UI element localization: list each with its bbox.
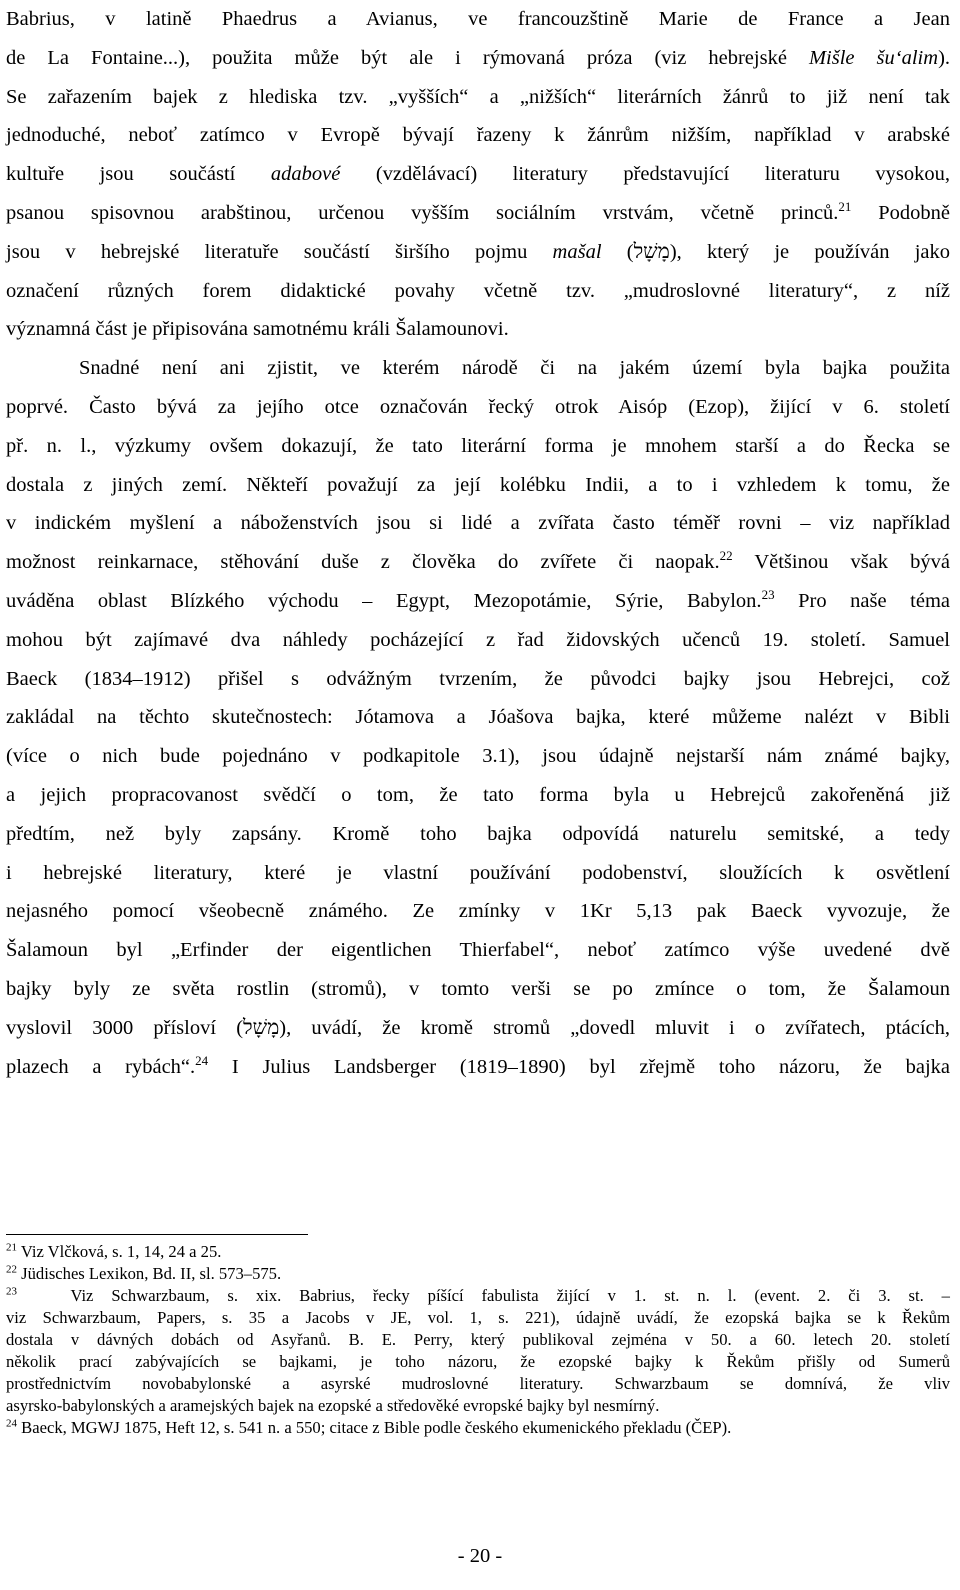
text-line: a jejich propracovanost svědčí o tom, že tato forma byla u Hebrejců zakořeněná již	[6, 783, 950, 806]
text-line: (více o nich bude pojednáno v podkapitole 3.1), jsou údajně nejstarší nám známé bajky,	[6, 745, 950, 768]
footnote-continuation: viz Schwarzbaum, Papers, s. 35 a Jacobs v JE, vol. 1, s. 221), údajně uvádí, že ezopská bajka se k Řekům	[6, 1308, 950, 1327]
text-line: v indickém myšlení a náboženstvích jsou si lidé a zvířata často téměř rovni – viz například	[6, 512, 950, 535]
footnote-text: Viz Vlčková, s. 1, 14, 24 a 25.	[20, 1242, 222, 1261]
text-line: mohou být zajímavé dva náhledy pocházející z řad židovských učenců 19. století. Samuel	[6, 628, 950, 651]
footnote-number: 21	[6, 1241, 17, 1254]
body-text	[6, 0, 950, 1086]
text-line: Šalamoun byl „Erfinder der eigentlichen Thierfabel“, neboť zatímco výše uvedené dvě	[6, 939, 950, 962]
footnote-ref: 21	[838, 199, 852, 215]
footnote	[6, 1417, 950, 1439]
text-line: Babrius, v latině Phaedrus a Avianus, ve francouzštině Marie de France a Jean	[6, 8, 950, 30]
text-line: zakládal na těchto skutečnostech: Jótamova a Jóašova bajka, které můžeme nalézt v Bibli	[6, 706, 950, 729]
text-line: jsou v hebrejské literatuře součástí širšího pojmu mašal (מָשָׁל), který je používán jako	[6, 240, 950, 263]
text-line: Baeck (1834–1912) přišel s odvážným tvrzením, že původci bajky jsou Hebrejci, což	[6, 667, 950, 690]
text-line: Snadné není ani zjistit, ve kterém národě či na jakém území byla bajka použita	[79, 357, 950, 380]
text-line: bajky byly ze světa rostlin (stromů), v tomto verši se po zmínce o tom, že Šalamoun	[6, 977, 950, 1000]
page-number: - 20 -	[457, 1545, 503, 1567]
text-line: vyslovil 3000 přísloví (מָשָׁל), uvádí, že kromě stromů „dovedl mluvit i o zvířatech, ptácích,	[6, 1016, 950, 1039]
footnote-text: Jüdisches Lexikon, Bd. II, sl. 573–575.	[21, 1264, 282, 1283]
footnote	[6, 1263, 950, 1285]
footnote	[6, 1285, 950, 1307]
footnote-number: 22	[6, 1263, 17, 1276]
footnote-ref: 24	[195, 1052, 209, 1068]
footnote-ref: 23	[761, 587, 775, 603]
footnote	[6, 1241, 950, 1263]
text-line: kultuře jsou součástí adabové (vzdělávací) literatury představující literaturu vysokou,	[6, 163, 950, 186]
footnote-continuation: několik prací zabývajících se bajkami, je toho názoru, že ezopské bajky k Řekům přišly od Sumerů	[6, 1352, 950, 1371]
text-line: př. n. l., výzkumy ovšem dokazují, že tato literární forma je mnohem starší a do Řecka se	[6, 434, 950, 457]
footnote-continuation: dostala v dávných dobách od Asyřanů. B. E. Perry, který publikoval zejména v 50. a 60. letech 20. století	[6, 1330, 950, 1349]
text-line: psanou spisovnou arabštinou, určenou vyšším sociálním vrstvám, včetně princů.$^{21}$ Podobně	[6, 199, 951, 224]
footnote-separator	[6, 1234, 308, 1235]
text-line: de La Fontaine...), použita může být ale i rýmovaná próza (viz hebrejské Mišle šu‘alim).	[6, 46, 951, 69]
text-line: i hebrejské literatury, které je vlastní používání podobenství, sloužících k osvětlení	[6, 861, 950, 884]
text-line: poprvé. Často bývá za jejího otce označován řecký otrok Aisóp (Ezop), žijící v 6. století	[6, 395, 950, 418]
footnote-ref: 22	[719, 548, 733, 564]
footnote-text: Viz Schwarzbaum, s. xix. Babrius, řecky píšící fabulista žijící v 1. st. n. l. (event. 2. či 3. st. –	[70, 1286, 950, 1305]
footnotes	[6, 1241, 950, 1439]
footnote-continuation: prostřednictvím novobabylonské a asyrské mudroslovné literatury. Schwarzbaum se domnívá, že vliv	[6, 1374, 950, 1393]
footnote-number: 24	[6, 1417, 17, 1430]
text-line: označení různých forem didaktické povahy včetně tzv. „mudroslovné literatury“, z níž	[6, 279, 950, 302]
text-line: dostala z jiných zemí. Někteří považují za její kolébku Indii, a to i vzhledem k tomu, že	[6, 473, 950, 496]
footnote-text: Baeck, MGWJ 1875, Heft 12, s. 541 n. a 550; citace z Bible podle českého ekumenického překladu (ČEP).	[21, 1418, 732, 1437]
text-line: plazech a rybách“.$^{24}$ I Julius Landsberger (1819–1890) byl zřejmě toho názoru, že bajka	[6, 1052, 950, 1078]
text-line: Se zařazením bajek z hlediska tzv. „vyšších“ a „nižších“ literárních žánrů to již není tak	[6, 85, 950, 108]
footnote-continuation: asyrsko-babylonských a aramejských bajek na ezopské a středověké evropské bajky byl nesmírný.	[6, 1396, 660, 1415]
text-line: významná část je připisována samotnému králi Šalamounovi.	[6, 318, 509, 341]
text-line: možnost reinkarnace, stěhování duše z člověka do zvířete či naopak.$^{22}$ Většinou však bývá	[6, 548, 950, 574]
footnote-number: 23	[6, 1285, 17, 1298]
text-line: předtím, než byly zapsány. Kromě toho bajka odpovídá naturelu semitské, a tedy	[6, 822, 950, 845]
text-line: nejasného pomocí všeobecně známého. Ze zmínky v 1Kr 5,13 pak Baeck vyvozuje, že	[6, 900, 950, 923]
text-line: uváděna oblast Blízkého východu – Egypt, Mezopotámie, Sýrie, Babylon.$^{23}$ Pro naše téma	[6, 587, 950, 612]
text-line: jednoduché, neboť zatímco v Evropě bývají řazeny k žánrům nižším, například v arabské	[6, 124, 950, 147]
